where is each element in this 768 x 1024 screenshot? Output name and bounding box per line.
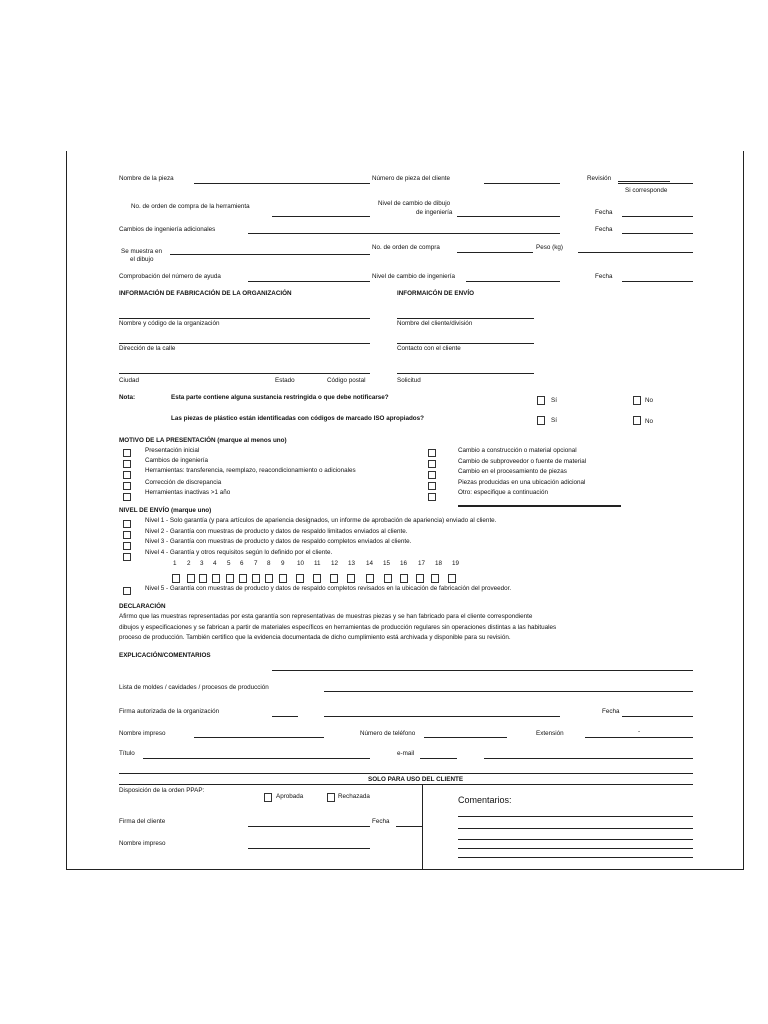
customer-contact-label: Contacto con el cliente xyxy=(397,345,461,352)
element-checkbox-17[interactable] xyxy=(416,574,424,583)
element-checkbox-1[interactable] xyxy=(172,574,180,583)
reason-right-5: Otro: especifique a continuación xyxy=(458,489,548,496)
element-checkbox-2[interactable] xyxy=(187,574,195,583)
reason-other-field[interactable] xyxy=(458,505,621,507)
element-checkbox-14[interactable] xyxy=(366,574,374,583)
reason-checkbox-optional-material[interactable] xyxy=(428,449,436,457)
shown-on-field[interactable] xyxy=(170,254,370,255)
auth-signature-field-short[interactable] xyxy=(272,716,298,717)
zip-label: Código postal xyxy=(327,377,366,384)
note-q1-no-label: No xyxy=(645,397,654,404)
title-field[interactable] xyxy=(143,758,370,759)
element-checkbox-15[interactable] xyxy=(384,574,392,583)
reason-checkbox-subsupplier[interactable] xyxy=(428,460,436,468)
auth-signature-label: Firma autorizada de la organización xyxy=(119,708,220,715)
note-q1-yes-label: Sí xyxy=(551,397,557,404)
element-number-3: 3 xyxy=(200,560,204,567)
ship-info-title: INFORMAICÓN DE ENVÍO xyxy=(397,290,474,297)
tool-po-label: No. de orden de compra de la herramienta xyxy=(131,203,250,210)
element-number-13: 13 xyxy=(348,560,356,567)
weight-label: Peso (kg) xyxy=(536,244,563,251)
weight-field[interactable] xyxy=(578,252,693,253)
comments-label: Comentarios: xyxy=(458,795,512,805)
ppap-disposition-label: Disposición de la orden PPAP: xyxy=(119,787,205,794)
level-3-text: Nivel 3 - Garantía con muestras de producto y datos de respaldo completos enviados al cliente. xyxy=(145,538,412,545)
customer-contact-field[interactable] xyxy=(397,343,534,344)
element-checkbox-4[interactable] xyxy=(212,574,220,583)
phone-label: Número de teléfono xyxy=(360,730,416,737)
declaration-title: DECLARACIÓN xyxy=(119,603,166,610)
note-q2-yes-checkbox[interactable] xyxy=(537,416,545,425)
element-checkbox-9[interactable] xyxy=(279,574,287,583)
eng-drawing-change-field[interactable] xyxy=(457,216,560,217)
date-label-2: Fecha xyxy=(595,226,613,233)
note-q1-no-checkbox[interactable] xyxy=(633,396,641,405)
note-q2-no-label: No xyxy=(645,418,654,425)
date-label-1: Fecha xyxy=(595,209,613,216)
customer-section-title-rule xyxy=(119,784,693,785)
comments-line-4[interactable] xyxy=(458,848,693,849)
aid-check-label: Comprobación del número de ayuda xyxy=(119,273,221,280)
tool-po-field[interactable] xyxy=(272,216,370,217)
reason-checkbox-additional-location[interactable] xyxy=(428,482,436,490)
eng-drawing-change-label-1: Nivel de cambio de dibujo xyxy=(378,200,451,207)
note-q1-yes-checkbox[interactable] xyxy=(537,396,545,405)
auth-signature-field[interactable] xyxy=(324,716,560,717)
phone-field[interactable] xyxy=(424,737,507,738)
date-field-3[interactable] xyxy=(622,281,693,282)
reason-checkbox-tooling[interactable] xyxy=(123,471,131,479)
element-number-8: 8 xyxy=(267,560,271,567)
email-field-short[interactable] xyxy=(420,758,457,759)
element-number-7: 7 xyxy=(254,560,258,567)
title-label: Título xyxy=(119,750,135,757)
level-5-checkbox[interactable] xyxy=(123,587,131,595)
element-checkbox-13[interactable] xyxy=(347,574,355,583)
element-number-16: 16 xyxy=(400,560,408,567)
reason-checkbox-processing[interactable] xyxy=(428,471,436,479)
level-1-checkbox[interactable] xyxy=(123,520,131,528)
auth-date-field[interactable] xyxy=(622,716,693,717)
application-label: Solicitud xyxy=(397,377,421,384)
part-name-field[interactable] xyxy=(194,183,370,184)
date-label-3: Fecha xyxy=(595,273,613,280)
street-label: Dirección de la calle xyxy=(119,345,176,352)
element-number-1: 1 xyxy=(173,560,177,567)
element-number-14: 14 xyxy=(366,560,374,567)
approved-label: Aprobada xyxy=(276,793,304,800)
customer-print-name-field[interactable] xyxy=(248,848,370,849)
revision-label: Revisión xyxy=(587,175,612,182)
date-field-2[interactable] xyxy=(622,233,693,234)
explanation-title: EXPLICACIÓN/COMENTARIOS xyxy=(119,652,211,659)
reason-checkbox-initial[interactable] xyxy=(123,449,131,457)
molds-label: Lista de moldes / cavidades / procesos de producción xyxy=(119,684,269,691)
org-name-field[interactable] xyxy=(119,318,370,319)
customer-date-field[interactable] xyxy=(396,826,422,827)
extension-field[interactable] xyxy=(585,737,693,738)
customer-date-label: Fecha xyxy=(372,818,390,825)
element-number-9: 9 xyxy=(281,560,285,567)
reason-right-2: Cambio de subproveedor o fuente de material xyxy=(458,458,587,465)
reason-checkbox-correction[interactable] xyxy=(123,482,131,490)
extension-value: - xyxy=(638,728,641,735)
eng-change-level-field[interactable] xyxy=(466,281,560,282)
declaration-line-1: Afirmo que las muestras representadas por esta garantía son representativas de muestras piezas y se han fabricado para el cliente correspondiente xyxy=(119,613,533,620)
auth-date-label: Fecha xyxy=(602,708,620,715)
comments-line-2[interactable] xyxy=(458,828,693,829)
po-no-field[interactable] xyxy=(457,252,533,253)
molds-field[interactable] xyxy=(324,691,693,692)
state-label: Estado xyxy=(275,377,295,384)
element-number-4: 4 xyxy=(213,560,217,567)
customer-div-field[interactable] xyxy=(397,318,534,319)
element-number-12: 12 xyxy=(331,560,339,567)
element-checkbox-3[interactable] xyxy=(199,574,207,583)
revision-field-line xyxy=(618,183,693,184)
customer-print-name-label: Nombre impreso xyxy=(119,840,166,847)
level-title: NIVEL DE ENVÍO (marque uno) xyxy=(119,507,212,514)
explanation-field[interactable] xyxy=(272,670,693,671)
part-name-label: Nombre de la pieza xyxy=(119,175,174,182)
comments-line-1[interactable] xyxy=(458,816,693,817)
rejected-checkbox[interactable] xyxy=(327,793,335,802)
reason-left-2: Cambios de ingeniería xyxy=(145,457,209,464)
level-3-checkbox[interactable] xyxy=(123,542,131,550)
element-checkbox-12[interactable] xyxy=(330,574,338,583)
element-checkbox-6[interactable] xyxy=(239,574,247,583)
element-checkbox-18[interactable] xyxy=(431,574,439,583)
customer-signature-field[interactable] xyxy=(248,826,370,827)
reason-title: MOTIVO DE LA PRESENTACIÓN (marque al menos uno) xyxy=(119,437,287,444)
customer-div-label: Nombre del cliente/división xyxy=(397,320,473,327)
eng-drawing-change-label-2: de ingeniería xyxy=(416,209,453,216)
level-2-checkbox[interactable] xyxy=(123,531,131,539)
city-state-zip-field[interactable] xyxy=(119,373,370,374)
po-no-label: No. de orden de compra xyxy=(372,244,440,251)
element-checkbox-8[interactable] xyxy=(265,574,273,583)
note-question-2: Las piezas de plástico están identificadas con códigos de marcado ISO apropiados? xyxy=(171,415,424,422)
street-field[interactable] xyxy=(119,343,370,344)
element-checkbox-7[interactable] xyxy=(252,574,260,583)
level-1-text: Nivel 1 - Solo garantía (y para artículos de apariencia designados, un informe de aprobación de apariencia) enviado al cliente. xyxy=(145,517,497,524)
element-number-19: 19 xyxy=(452,560,460,567)
reason-checkbox-other[interactable] xyxy=(428,493,436,501)
reason-right-1: Cambio a construcción o material opcional xyxy=(458,447,577,454)
note-q2-yes-label: Sí xyxy=(551,417,557,424)
shown-on-label-1: Se muestra en xyxy=(121,248,162,255)
level-4-checkbox[interactable] xyxy=(123,553,131,561)
declaration-line-3: proceso de producción. También certifico que la evidencia documentada de dicho cumplimiento está archivada y disponible para su revisión. xyxy=(119,634,511,641)
declaration-line-2: dibujos y especificaciones y se fabrican a partir de materiales específicos en herramientas de producción regulares sin operaciones distintas a las habituales xyxy=(119,624,557,631)
element-number-18: 18 xyxy=(435,560,443,567)
element-number-2: 2 xyxy=(187,560,191,567)
city-label: Ciudad xyxy=(119,377,139,384)
element-checkbox-16[interactable] xyxy=(400,574,408,583)
note-question-1: Esta parte contiene alguna sustancia restringida o que debe notificarse? xyxy=(171,394,389,401)
reason-left-1: Presentación inicial xyxy=(145,447,200,454)
element-number-11: 11 xyxy=(314,560,321,567)
level-5-text: Nivel 5 - Garantía con muestras de producto y datos de respaldo completos revisados en la ubicación de fabricación del proveedor. xyxy=(145,585,512,592)
date-field-1[interactable] xyxy=(622,216,693,217)
customer-section-title: SOLO PARA USO DEL CLIENTE xyxy=(368,776,464,783)
application-field[interactable] xyxy=(397,373,534,374)
reason-right-4: Piezas producidas en una ubicación adicional xyxy=(458,479,586,486)
element-number-10: 10 xyxy=(297,560,305,567)
reason-checkbox-inactive[interactable] xyxy=(123,493,131,501)
level-2-text: Nivel 2 - Garantía con muestras de producto y datos de respaldo limitados enviados al cliente. xyxy=(145,528,408,535)
customer-part-no-label: Número de pieza del cliente xyxy=(372,175,451,182)
reason-left-5: Herramientas inactivas >1 año xyxy=(145,489,231,496)
approved-checkbox[interactable] xyxy=(264,793,272,802)
customer-signature-label: Firma del cliente xyxy=(119,818,166,825)
revision-field[interactable] xyxy=(618,181,670,182)
customer-section-divider xyxy=(422,785,423,869)
comments-line-3[interactable] xyxy=(458,839,693,840)
note-label: Nota: xyxy=(119,394,136,401)
print-name-label: Nombre impreso xyxy=(119,730,166,737)
element-checkbox-19[interactable] xyxy=(448,574,456,583)
customer-section-top-rule xyxy=(119,773,693,774)
reason-left-4: Corrección de discrepancia xyxy=(145,479,222,486)
element-number-6: 6 xyxy=(240,560,244,567)
reason-right-3: Cambio en el procesamiento de piezas xyxy=(458,468,567,475)
org-name-label: Nombre y código de la organización xyxy=(119,320,220,327)
eng-change-level-label: Nivel de cambio de ingeniería xyxy=(372,273,455,280)
print-name-field[interactable] xyxy=(194,737,324,738)
element-checkbox-11[interactable] xyxy=(313,574,321,583)
note-q2-no-checkbox[interactable] xyxy=(633,416,641,425)
email-field[interactable] xyxy=(484,758,693,759)
element-number-5: 5 xyxy=(227,560,231,567)
shown-on-label-2: el dibujo xyxy=(130,256,154,263)
extension-label: Extensión xyxy=(536,730,564,737)
additional-eng-changes-field[interactable] xyxy=(248,233,560,234)
element-number-17: 17 xyxy=(418,560,426,567)
mfg-info-title: INFORMACIÓN DE FABRICACIÓN DE LA ORGANIZACIÓN xyxy=(119,290,292,297)
comments-line-5[interactable] xyxy=(458,857,693,858)
element-checkbox-10[interactable] xyxy=(296,574,304,583)
additional-eng-changes-label: Cambios de ingeniería adicionales xyxy=(119,226,216,233)
level-4-text: Nivel 4 - Garantía y otros requisitos según lo definido por el cliente. xyxy=(145,549,333,556)
rejected-label: Rechazada xyxy=(338,793,370,800)
aid-check-field[interactable] xyxy=(248,281,370,282)
email-label: e-mail xyxy=(397,750,415,757)
reason-checkbox-eng-changes[interactable] xyxy=(123,460,131,468)
customer-part-no-field[interactable] xyxy=(484,183,560,184)
element-checkbox-5[interactable] xyxy=(226,574,234,583)
if-applicable-label: Si corresponde xyxy=(625,187,668,194)
reason-left-3: Herramientas: transferencia, reemplazo, reacondicionamiento o adicionales xyxy=(145,467,356,474)
element-number-15: 15 xyxy=(383,560,391,567)
